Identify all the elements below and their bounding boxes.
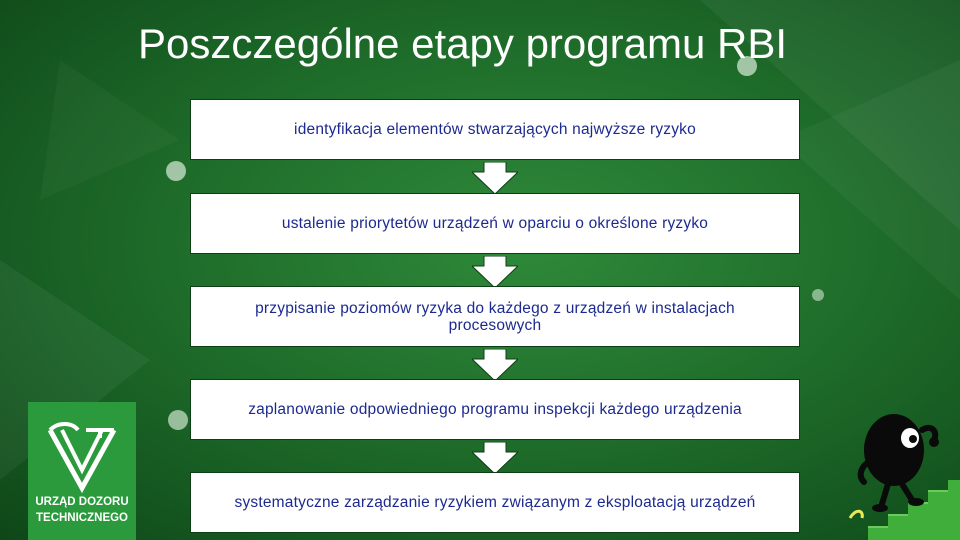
slide-title: Poszczególne etapy programu RBI: [138, 20, 788, 67]
flow-step-4: zaplanowanie odpowiedniego programu inspekcji każdego urządzenia: [190, 379, 800, 440]
mascot-illustration: [838, 400, 960, 540]
flow-step-2: ustalenie priorytetów urządzeń w oparciu o określone ryzyko: [190, 193, 800, 254]
flow-arrow-3: [472, 349, 518, 381]
flow-step-1: identyfikacja elementów stwarzających najwyższe ryzyko: [190, 99, 800, 160]
flow-step-5: systematyczne zarządzanie ryzykiem związanym z eksploatacją urządzeń: [190, 472, 800, 533]
udt-emblem-icon: [28, 408, 136, 496]
bubble-left-bottom: [168, 410, 188, 430]
flow-arrow-2: [472, 256, 518, 288]
flow-arrow-1: [472, 162, 518, 194]
mascot-figure-icon: [861, 414, 939, 512]
flow-arrow-4: [472, 442, 518, 474]
sprout-icon: [850, 511, 862, 518]
flow-step-3: przypisanie poziomów ryzyka do każdego z urządzeń w instalacjach procesowych: [190, 286, 800, 347]
logo-text-line1: URZĄD DOZORU: [35, 496, 129, 508]
logo-text-line2: TECHNICZNEGO: [36, 512, 128, 524]
bubble-left-top: [166, 161, 186, 181]
udt-logo: [28, 402, 136, 540]
bubble-right: [812, 289, 824, 301]
